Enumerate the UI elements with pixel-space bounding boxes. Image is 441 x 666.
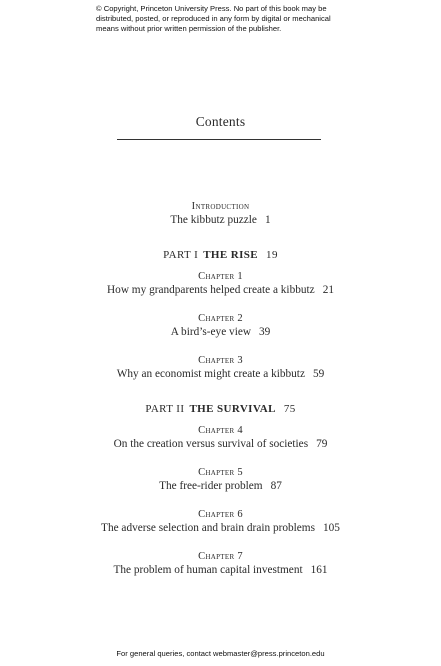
entry-title: The kibbutz puzzle — [170, 214, 257, 226]
entry-title: The adverse selection and brain drain problems — [101, 522, 315, 534]
page-number: 59 — [312, 368, 325, 380]
chapter-label: Chapter 1 — [198, 271, 243, 282]
toc-part-1[interactable] — [0, 249, 441, 261]
entry-title: How my grandparents helped create a kibbutz — [107, 284, 315, 296]
page-title: Contents — [195, 114, 246, 129]
toc-entry-chapter-5[interactable] — [0, 480, 441, 492]
page-number: 39 — [259, 326, 271, 338]
page-number: 21 — [322, 284, 334, 296]
page-number: 19 — [266, 249, 278, 261]
toc-part-2[interactable] — [0, 403, 441, 415]
part-prefix: PART II — [145, 403, 185, 415]
toc-entry-chapter-3[interactable] — [0, 368, 441, 380]
entry-title: The problem of human capital investment — [113, 564, 303, 576]
entry-title: A bird’s-eye view — [170, 326, 252, 338]
copyright-line: distributed, posted, or reproduced in any form by digital or mechanical — [96, 14, 331, 23]
toc-entry-chapter-1[interactable] — [0, 284, 441, 296]
page-number: 79 — [316, 438, 328, 450]
page-number: 105 — [322, 522, 340, 534]
toc-entry-chapter-7[interactable] — [0, 564, 441, 576]
chapter-label: Chapter 2 — [198, 313, 243, 324]
chapter-label: Chapter 5 — [198, 467, 243, 478]
intro-label: Introduction — [191, 201, 250, 212]
toc-entry-intro[interactable] — [0, 214, 441, 226]
entry-title: Why an economist might create a kibbutz — [116, 368, 305, 380]
title-divider — [117, 139, 321, 140]
chapter-label: Chapter 4 — [198, 425, 243, 436]
chapter-label: Chapter 3 — [198, 355, 243, 366]
copyright-line: means without prior written permission of the publisher. — [96, 24, 282, 33]
entry-title: The free-rider problem — [159, 480, 263, 492]
toc-entry-chapter-6[interactable] — [0, 522, 441, 534]
chapter-label: Chapter 7 — [198, 551, 243, 562]
entry-title: On the creation versus survival of societies — [113, 438, 309, 450]
copyright-notice — [96, 4, 396, 34]
page-number: 161 — [310, 564, 328, 576]
footer-contact: For general queries, contact webmaster@press.princeton.edu — [116, 649, 325, 658]
toc-entry-chapter-4[interactable] — [0, 438, 441, 450]
part-prefix: PART I — [163, 249, 199, 261]
copyright-line: © Copyright, Princeton University Press. No part of this book may be — [96, 4, 327, 13]
toc-entry-chapter-2[interactable] — [0, 326, 441, 338]
chapter-label: Chapter 6 — [198, 509, 243, 520]
page-number: 87 — [270, 480, 282, 492]
page-number: 75 — [283, 403, 296, 415]
part-name: THE RISE — [203, 249, 259, 261]
page-number: 1 — [264, 214, 271, 226]
part-name: THE SURVIVAL — [189, 403, 276, 415]
